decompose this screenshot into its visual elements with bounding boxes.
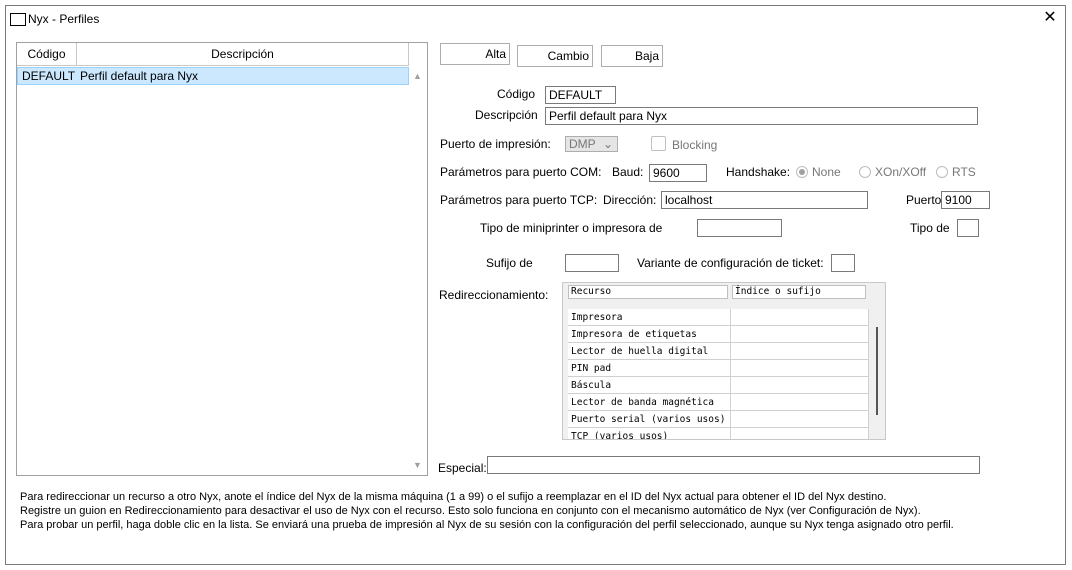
window-title: Nyx - Perfiles: [28, 12, 100, 26]
grid-cell-indice[interactable]: [731, 343, 869, 360]
list-header: [17, 43, 409, 66]
sufijo-field[interactable]: [565, 254, 619, 272]
puerto-impresion-value: DMP: [569, 137, 596, 151]
blocking-label: Blocking: [672, 138, 718, 152]
chevron-down-icon: ⌄: [602, 137, 613, 151]
handshake-rts-label: RTS: [952, 165, 976, 179]
puerto-impresion-label: Puerto de impresión:: [440, 137, 551, 151]
grid-row[interactable]: [568, 326, 869, 343]
grid-cell-indice[interactable]: [731, 411, 869, 428]
app-icon: [10, 13, 26, 26]
help-notes: [20, 490, 954, 532]
alta-button[interactable]: Alta: [440, 43, 510, 65]
grid-row[interactable]: [568, 428, 869, 440]
codigo-field[interactable]: DEFAULT: [545, 86, 616, 104]
tipo-miniprinter-label: Tipo de miniprinter o impresora de: [480, 221, 663, 235]
grid-row[interactable]: [568, 360, 869, 377]
note-line: Registre un guion en Redireccionamiento para desactivar el uso de Nyx con el recurso. Esto solo funciona en conjunto con el mecanismo automático de Nyx (ver Configuración de Nyx).: [20, 505, 921, 517]
scroll-down-icon[interactable]: ▼: [413, 460, 422, 470]
note-line: Para probar un perfil, haga doble clic en la lista. Se enviará una prueba de impresión al Nyx de su sesión con la configuración del perfil seleccionado, aunque su Nyx tenga asignado otro perfil.: [20, 519, 954, 531]
grid-cell-indice[interactable]: [731, 309, 869, 326]
grid-cell-indice[interactable]: [731, 326, 869, 343]
puerto-impresion-select[interactable]: [565, 136, 618, 152]
grid-cell-indice[interactable]: [731, 377, 869, 394]
grid-cell-recurso: TCP (varios usos): [568, 428, 731, 440]
direccion-field[interactable]: localhost: [661, 191, 868, 209]
cambio-button[interactable]: Cambio: [517, 45, 593, 67]
especial-field[interactable]: [487, 456, 980, 474]
tipo-miniprinter-field[interactable]: [697, 219, 782, 237]
grid-cell-recurso: Impresora de etiquetas: [568, 326, 731, 343]
grid-cell-recurso: Lector de banda magnética: [568, 394, 731, 411]
grid-row[interactable]: [568, 411, 869, 428]
grid-cell-indice[interactable]: [731, 360, 869, 377]
grid-cell-recurso: Báscula: [568, 377, 731, 394]
grid-row[interactable]: [568, 394, 869, 411]
baja-button[interactable]: Baja: [601, 45, 663, 67]
descripcion-field[interactable]: Perfil default para Nyx: [545, 107, 978, 125]
grid-cell-recurso: PIN pad: [568, 360, 731, 377]
especial-label: Especial:: [438, 461, 487, 475]
tcp-params-label: Parámetros para puerto TCP:: [440, 193, 598, 207]
grid-cell-recurso: Impresora: [568, 309, 731, 326]
grid-row[interactable]: [568, 377, 869, 394]
grid-header-indice[interactable]: Índice o sufijo: [732, 285, 866, 299]
scroll-up-icon[interactable]: ▲: [413, 71, 422, 81]
tipo-de-label: Tipo de: [910, 221, 950, 235]
puerto-field[interactable]: 9100: [941, 191, 990, 209]
column-header-descripcion[interactable]: Descripción: [77, 43, 409, 65]
list-scrollbar[interactable]: [410, 65, 427, 474]
redirect-grid[interactable]: [562, 282, 886, 440]
sufijo-label: Sufijo de: [486, 256, 533, 270]
tipo-de-field[interactable]: [957, 219, 979, 237]
grid-cell-recurso: Puerto serial (varios usos): [568, 411, 731, 428]
list-row[interactable]: [17, 67, 409, 85]
blocking-checkbox[interactable]: [651, 136, 666, 151]
grid-cell-indice[interactable]: [731, 428, 869, 440]
baud-field[interactable]: 9600: [649, 164, 707, 182]
handshake-none-radio[interactable]: [796, 166, 808, 178]
handshake-xonxoff-label: XOn/XOff: [875, 165, 927, 179]
note-line: Para redireccionar un recurso a otro Nyx, anote el índice del Nyx de la misma máquina (1 a 99) o el sufijo a reemplazar en el ID del Nyx actual para obtener el ID del Nyx destino.: [20, 491, 887, 503]
descripcion-label: Descripción: [475, 108, 538, 122]
handshake-xonxoff-radio[interactable]: [859, 166, 871, 178]
codigo-label: Código: [497, 87, 536, 101]
puerto-label: Puerto: [906, 193, 942, 207]
grid-header-recurso[interactable]: Recurso: [568, 285, 728, 299]
title-bar: [6, 6, 1065, 30]
variante-label: Variante de configuración de ticket:: [637, 256, 824, 270]
row-descripcion: Perfil default para Nyx: [80, 69, 199, 83]
com-params-label: Parámetros para puerto COM:: [440, 165, 602, 179]
redireccionamiento-label: Redireccionamiento:: [439, 288, 549, 302]
grid-row[interactable]: [568, 343, 869, 360]
handshake-none-label: None: [812, 165, 841, 179]
baud-label: Baud:: [612, 165, 644, 179]
row-codigo: DEFAULT: [22, 69, 76, 83]
grid-cell-indice[interactable]: [731, 394, 869, 411]
handshake-rts-radio[interactable]: [936, 166, 948, 178]
close-icon[interactable]: ✕: [1043, 9, 1057, 26]
profile-list[interactable]: [16, 42, 428, 476]
direccion-label: Dirección:: [603, 193, 657, 207]
handshake-label: Handshake:: [726, 165, 791, 179]
grid-scrollbar[interactable]: [876, 327, 878, 415]
column-header-codigo[interactable]: Código: [17, 43, 77, 65]
variante-field[interactable]: [831, 254, 855, 272]
grid-row[interactable]: [568, 309, 869, 326]
grid-cell-recurso: Lector de huella digital: [568, 343, 731, 360]
